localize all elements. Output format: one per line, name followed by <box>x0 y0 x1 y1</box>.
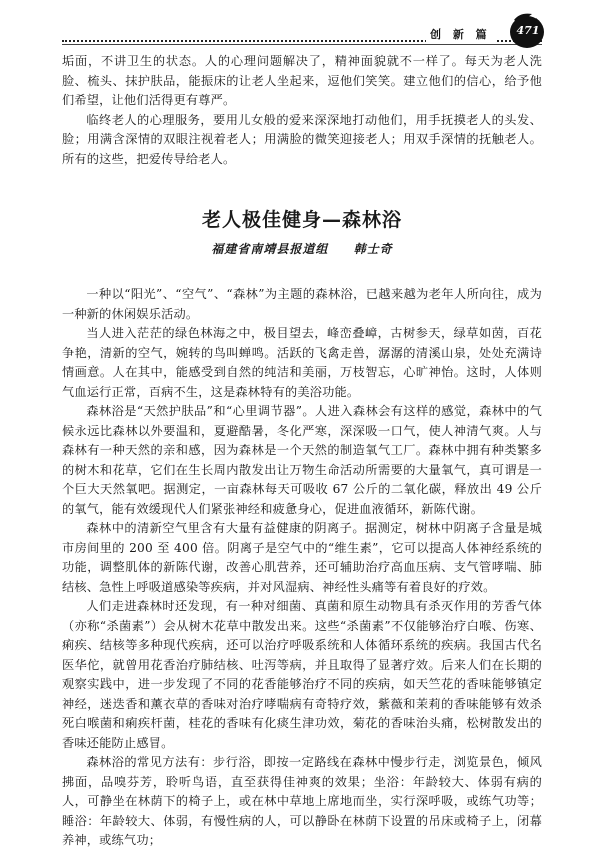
section-label: 创 新 篇 <box>426 26 495 42</box>
article-paragraph-4: 森林中的清新空气里含有大量有益健康的阴离子。据测定，树林中阴离子含量是城市房间里的 200 至 400 倍。阴离子是空气中的“维生素”，它可以提高人体神经系统的功能，调整肌体的新陈代谢，改善心肌营养，还可辅助治疗高血压病、支气管哮喘、肺结核、急性上呼吸道感染等疾病，并对风湿病、神经性头痛等有着良好的疗效。 <box>62 521 542 594</box>
article-paragraph-5: 人们走进森林时还发现，有一种对细菌、真菌和原生动物具有杀灭作用的芳香气体（亦称“杀菌素”）会从树木花草中散发出来。这些“杀菌素”不仅能够治疗白喉、伤寒、痢疾、结核等多种现代疾病，还可以治疗呼吸系统和人体循环系统的疾病。我国古代名医华佗，就曾用花香治疗肺结核、吐泻等病，并且取得了显著疗效。后来人们在长期的观察实践中，进一步发现了不同的花香能够治疗不同的疾病，如天竺花的香味能够镇定神经，迷迭香和薰衣草的香味对治疗哮喘病有奇特疗效，紫薇和茉莉的香味能够有效杀死白喉菌和痢疾杆菌，桂花的香味有化痰生津功效，菊花的香味治头痛，松树散发出的香味还能防止感冒。 <box>62 599 542 750</box>
page-number: 471 <box>516 24 540 37</box>
article-body <box>62 285 542 851</box>
article-paragraph-2: 当人进入茫茫的绿色林海之中，极目望去，峰峦叠嶂，古树参天，绿草如茵，百花争艳，清新的空气，婉转的鸟叫蝉鸣。活跃的飞禽走兽，潺潺的清溪山泉，处处充满诗情画意。人在其中，能感受到自然的纯洁和美丽，万枝智忘，心旷神怡。这时，人体则气血运行正常，百病不生，这是森林特有的美浴功能。 <box>62 326 542 399</box>
article-paragraph-6: 森林浴的常见方法有：步行浴，即按一定路线在森林中慢步行走，浏览景色，倾风拂面，品嗅芬芳，聆听鸟语，直至获得佳神爽的效果；坐浴：年龄较大、体弱有病的人，可静坐在林荫下的椅子上，或在林中草地上席地而坐，实行深呼吸，或练气功等；睡浴：年龄较大、体弱，有慢性病的人，可以静卧在林荫下设置的吊床或椅子上，闭幕养神，或练气功； <box>62 755 542 847</box>
article-paragraph-1: 一种以“阳光”、“空气”、“森林”为主题的森林浴，已越来越为老年人所向往，成为一种新的休闲娱乐活动。 <box>62 287 542 321</box>
intro-paragraph-2: 临终老人的心理服务，要用儿女般的爱来深深地打动他们，用手抚摸老人的头发、脸；用满含深情的双眼注视着老人；用满脸的微笑迎接老人；用双手深情的抚触老人。所有的这些，把爱传导给老人。 <box>62 112 542 166</box>
intro-paragraph-1: 垢面，不讲卫生的状态。人的心理问题解决了，精神面貌就不一样了。每天为老人洗脸、梳头、抹护肤品，能振床的让老人坐起来，逗他们笑笑。建立他们的信心，给予他们希望，让他们活得更有尊严。 <box>62 54 542 107</box>
article-paragraph-3: 森林浴是“天然护肤品”和“心里调节器”。人进入森林会有这样的感觉，森林中的气候永远比森林以外要温和，夏避酷暑，冬化严寒，深深吸一口气，使人神清气爽。人与森林有一种天然的亲和感，因为森林是一个天然的制造氧气工厂。森林中拥有种类繁多的树木和花草，它们在生长周内散发出让万物生命活动所需要的大量氧气，真可谓是一个巨大天然氧吧。据测定，一亩森林每天可吸收 67 公斤的二氧化碳，释放出 49 公斤的氧气，能有效缓现代人们紧张神经和疲惫身心，促进血液循环，新陈代谢。 <box>62 404 542 516</box>
article-byline <box>62 240 542 257</box>
header-solid-rule <box>62 44 542 45</box>
byline-author: 韩士奇 <box>353 242 393 256</box>
intro-text-block <box>62 52 542 169</box>
page-header <box>0 0 600 46</box>
byline-organization: 福建省南靖县报道组 <box>211 242 329 256</box>
article-title: 老人极佳健身—森林浴 <box>201 209 402 231</box>
